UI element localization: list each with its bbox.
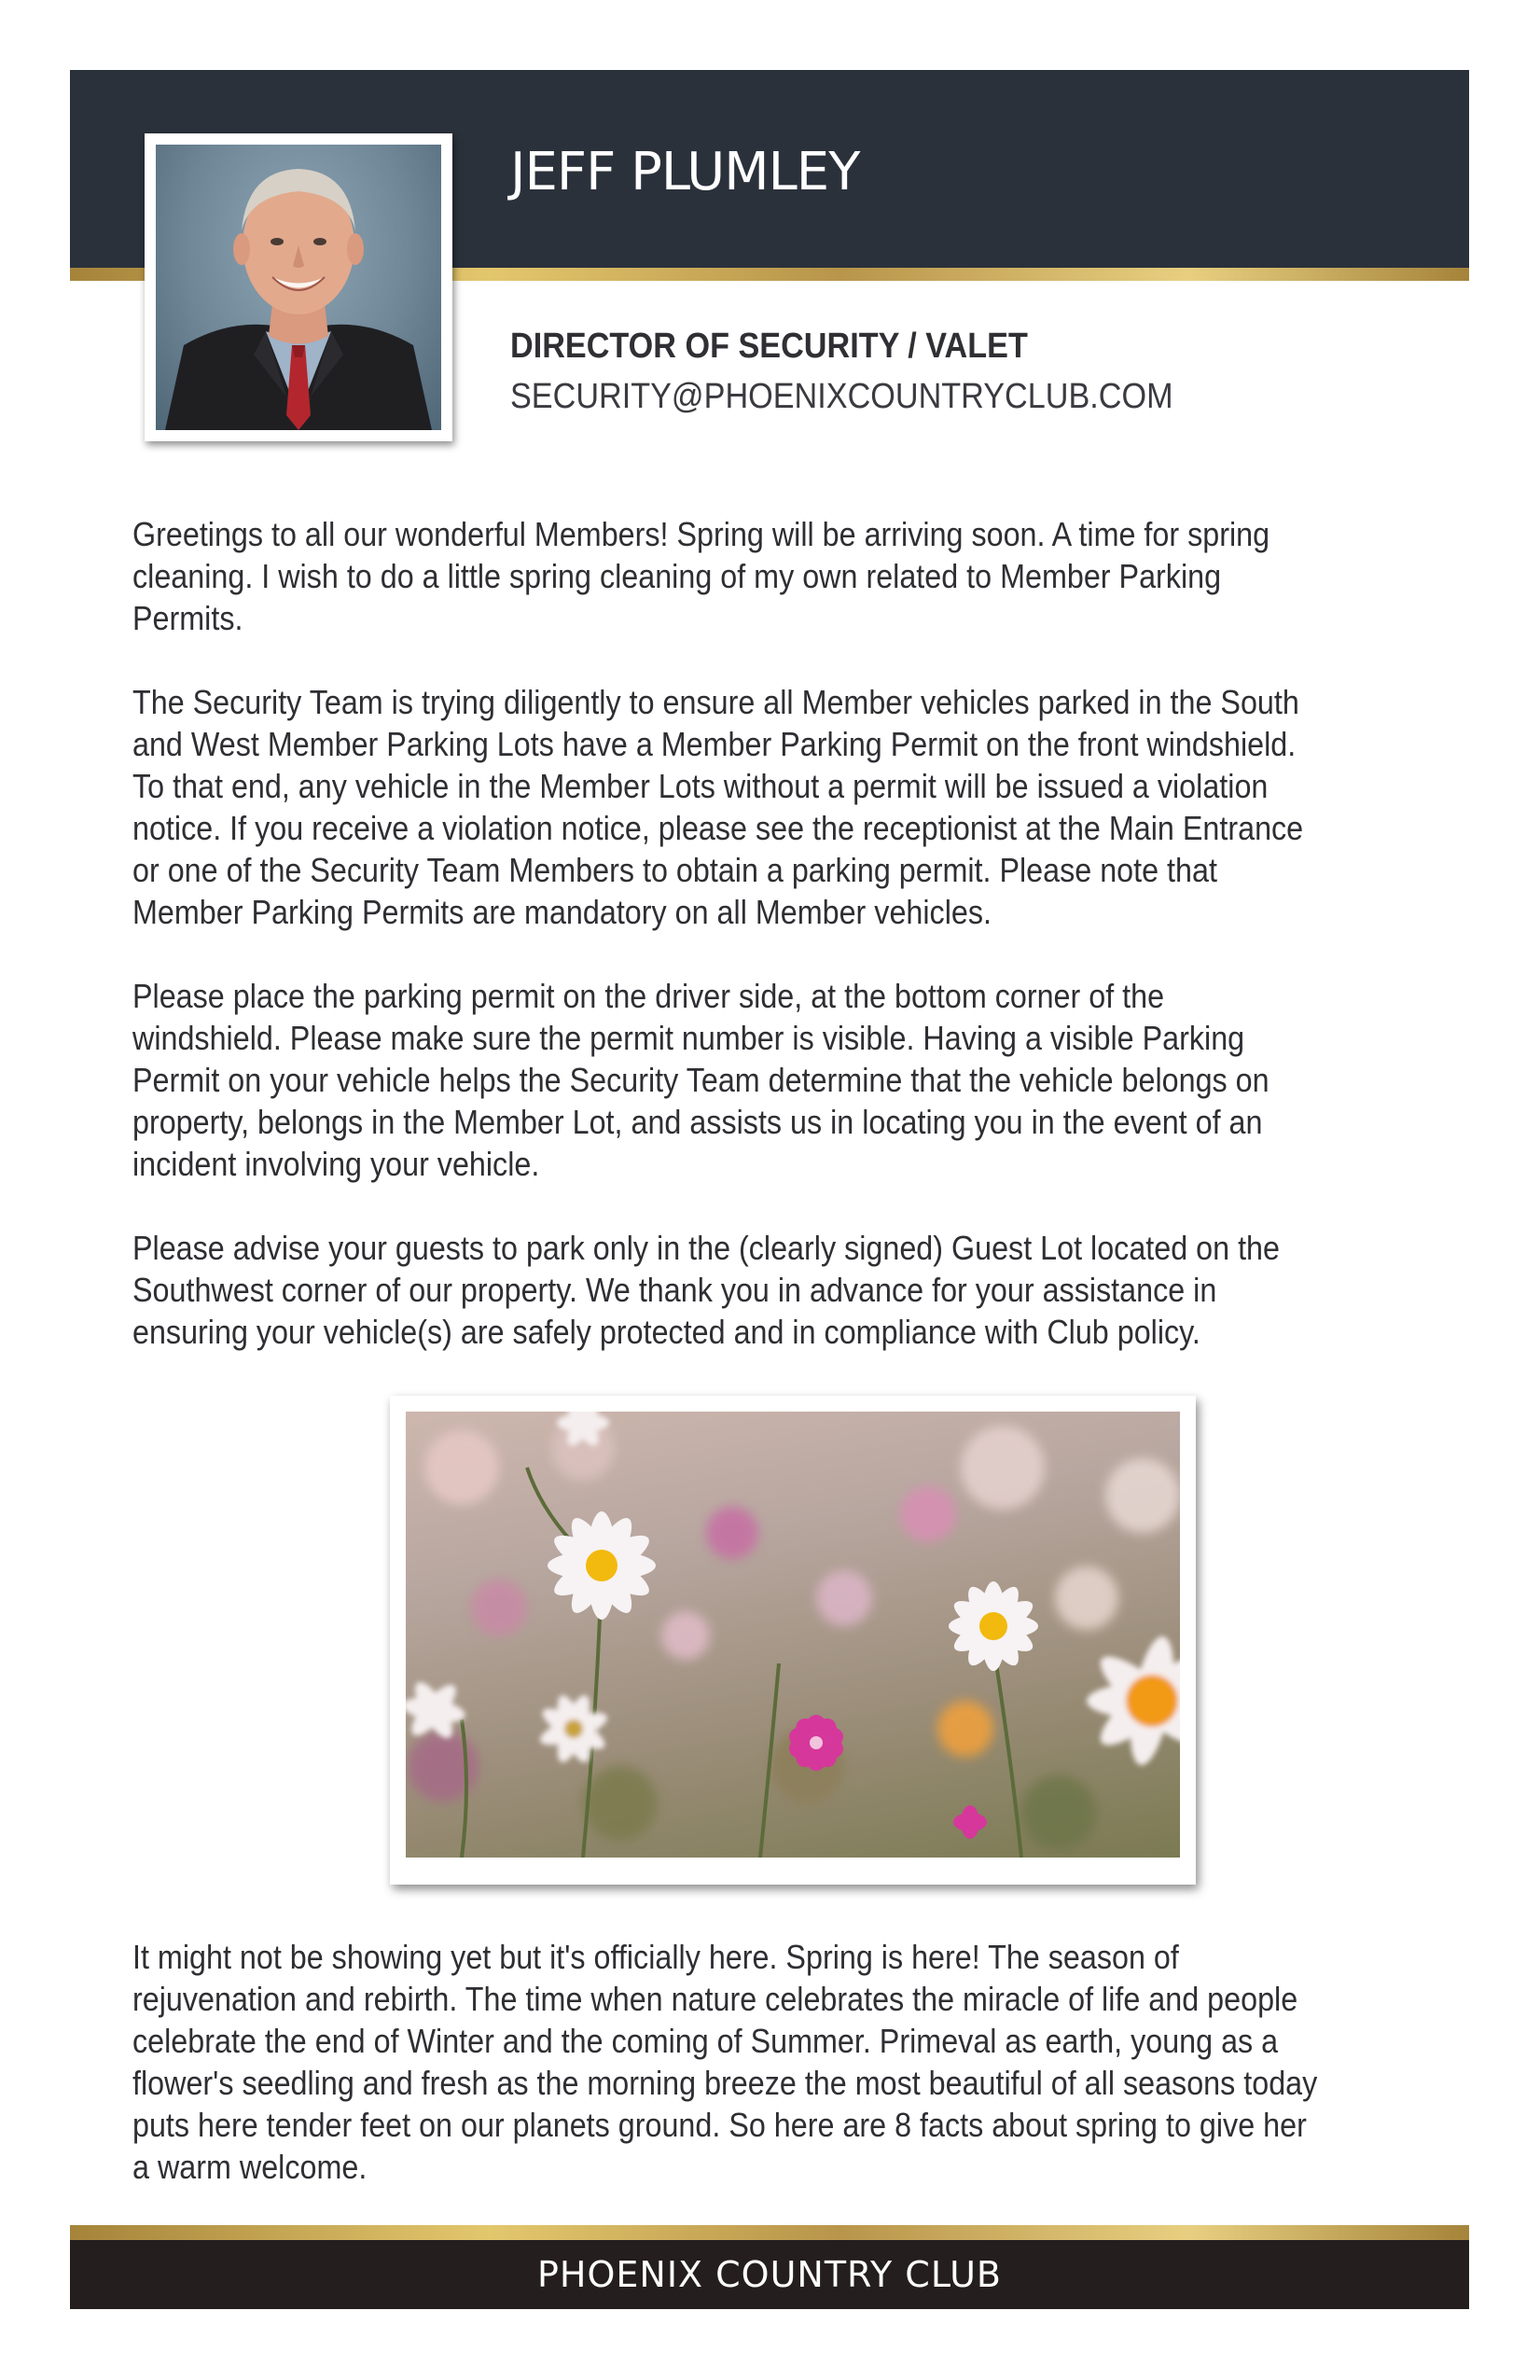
staff-email[interactable]: SECURITY@PHOENIXCOUNTRYCLUB.COM: [510, 377, 1173, 416]
paragraph-placement: Please place the parking permit on the driver side, at the bottom corner of the windshield. Please make sure the permit number is visible. Having a visible Parking Permit on your vehicle helps the Security Team determine that the vehicle belongs on property, belongs in the Member Lot, and assists us in locating you in the event of an incident involving your vehicle.: [132, 977, 1269, 1183]
flower-photo: [406, 1412, 1180, 1858]
paragraph-spring: It might not be showing yet but it's officially here. Spring is here! The season of rejuvenation and rebirth. The time when nature celebrates the miracle of life and people celebrate the end of Winter and the coming of Summer. Primeval as earth, young as a flower's seedling and fresh as the morning breeze the most beautiful of all seasons today puts here tender feet on our planets ground. So here are 8 facts about spring to give her a warm welcome.: [132, 1938, 1318, 2186]
flower-photo-frame: [390, 1396, 1196, 1885]
portrait-frame: [145, 133, 452, 441]
portrait-photo: [156, 145, 441, 430]
paragraph-guests: Please advise your guests to park only in the (clearly signed) Guest Lot located on the Southwest corner of our property. We thank you in advance for your assistance in ensuring your vehicle(s) are safely protected and in compliance with Club policy.: [132, 1229, 1280, 1351]
daisy-field-illustration: [406, 1412, 1180, 1858]
portrait-illustration: [156, 145, 441, 430]
footer-gold-rule: [70, 2225, 1469, 2240]
footer-club-name: PHOENIX COUNTRY CLUB: [536, 2254, 1002, 2295]
staff-name: JEFF PLUMLEY: [510, 142, 860, 202]
footer-band: [70, 2240, 1469, 2309]
staff-role: DIRECTOR OF SECURITY / VALET: [510, 327, 1028, 366]
paragraph-permits: The Security Team is trying diligently to ensure all Member vehicles parked in the South and West Member Parking Lots have a Member Parking Permit on the front windshield. To that end, any vehicle in the Member Lots without a permit will be issued a violation notice. If you receive a violation notice, please see the receptionist at the Main Entrance or one of the Security Team Members to obtain a parking permit. Please note that Member Parking Permits are mandatory on all Member vehicles.: [132, 683, 1304, 931]
paragraph-greeting: Greetings to all our wonderful Members! Spring will be arriving soon. A time for spring cleaning. I wish to do a little spring cleaning of my own related to Member Parking Permits.: [132, 515, 1270, 637]
